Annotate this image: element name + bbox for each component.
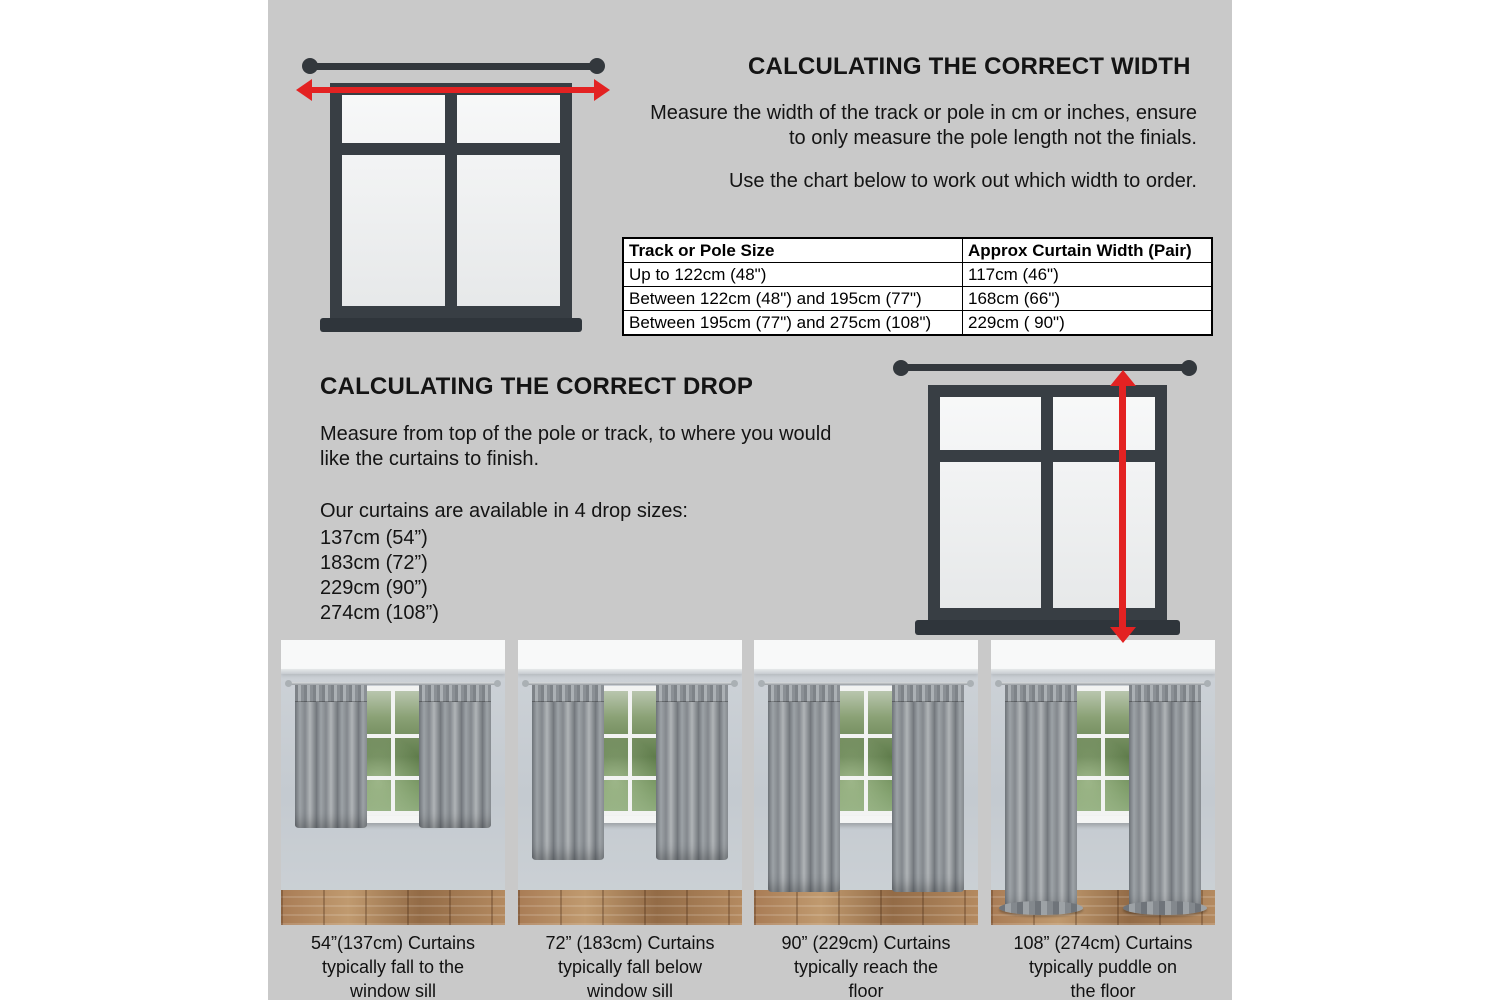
drop-instructions <box>320 422 831 472</box>
width-instructions-line1: Measure the width of the track or pole in cm or inches, ensure <box>650 102 1197 124</box>
curtain-panel-left <box>295 685 367 828</box>
table-cell: Between 195cm (77") and 275cm (108") <box>623 311 963 336</box>
pole-diagram-bar <box>308 63 598 70</box>
window-mullion <box>1041 397 1053 608</box>
window-transom <box>342 143 560 155</box>
table-row <box>623 287 1212 311</box>
curtain-example-photo-108in <box>991 640 1215 925</box>
pole-finial-right-icon <box>1181 360 1197 376</box>
table-cell: 229cm ( 90") <box>963 311 1213 336</box>
window-sill-diagram <box>320 318 582 332</box>
photo-caption-108in <box>983 931 1223 1000</box>
table-header-curtain-width: Approx Curtain Width (Pair) <box>963 238 1213 263</box>
table-cell: 168cm (66") <box>963 287 1213 311</box>
photo-window-bar <box>628 686 632 816</box>
drop-sizes-list <box>320 526 439 626</box>
window-diagram-drop <box>928 385 1167 620</box>
photo-window-bar <box>864 686 868 816</box>
photo-floor <box>518 890 742 925</box>
photo-cornice <box>991 669 1215 674</box>
table-cell: Between 122cm (48") and 195cm (77") <box>623 287 963 311</box>
caption-line: floor <box>848 981 884 1000</box>
curtain-panel-right <box>419 685 491 828</box>
chart-note: Use the chart below to work out which width to order. <box>728 170 1197 192</box>
caption-line: window sill <box>586 981 674 1000</box>
photo-window-bar <box>391 686 395 816</box>
pole-finial-left-icon <box>302 58 318 74</box>
table-row <box>623 263 1212 287</box>
caption-line: typically fall to the <box>321 957 465 977</box>
drop-arrowhead-down-icon <box>1110 627 1136 643</box>
caption-line: typically fall below <box>557 957 703 977</box>
drop-size-item: 137cm (54”) <box>320 527 428 549</box>
caption-line: the floor <box>1070 981 1136 1000</box>
drop-size-item: 274cm (108”) <box>320 602 439 624</box>
photo-floor <box>281 890 505 925</box>
caption-line: 54”(137cm) Curtains <box>310 933 476 953</box>
window-diagram-width <box>330 83 572 318</box>
caption-line: window sill <box>349 981 437 1000</box>
drop-measure-arrow <box>1119 384 1126 628</box>
photo-ceiling <box>991 640 1215 669</box>
pole-diagram-bar <box>899 364 1191 371</box>
drop-section-title: CALCULATING THE CORRECT DROP <box>320 373 754 400</box>
drop-instructions-line1: Measure from top of the pole or track, to where you would <box>320 423 832 445</box>
window-mullion <box>445 95 457 306</box>
curtain-panel-right <box>656 685 728 860</box>
photo-window-bar <box>1101 686 1105 816</box>
width-section-title: CALCULATING THE CORRECT WIDTH <box>748 53 1191 80</box>
pole-finial-left-icon <box>893 360 909 376</box>
curtain-panel-right <box>892 685 964 892</box>
photo-ceiling <box>754 640 978 669</box>
photo-floor <box>754 890 978 925</box>
table-cell: Up to 122cm (48") <box>623 263 963 287</box>
caption-line: 90” (229cm) Curtains <box>781 933 951 953</box>
curtain-panel-right <box>1129 685 1201 910</box>
width-measure-arrow <box>310 87 596 93</box>
photo-caption-90in <box>746 931 986 1000</box>
drop-size-item: 183cm (72”) <box>320 552 428 574</box>
curtain-panel-left <box>532 685 604 860</box>
table-header-row <box>623 238 1212 263</box>
pole-finial-right-icon <box>589 58 605 74</box>
curtain-example-photo-54in <box>281 640 505 925</box>
drop-instructions-line2: like the curtains to finish. <box>320 448 539 470</box>
curtain-example-photo-90in <box>754 640 978 925</box>
curtain-example-photo-72in <box>518 640 742 925</box>
drop-size-item: 229cm (90”) <box>320 577 428 599</box>
photo-cornice <box>281 669 505 674</box>
width-instructions <box>650 101 1197 151</box>
photo-ceiling <box>518 640 742 669</box>
photo-cornice <box>754 669 978 674</box>
size-chart-table <box>622 237 1213 336</box>
caption-line: 108” (274cm) Curtains <box>1013 933 1193 953</box>
photo-cornice <box>518 669 742 674</box>
window-sill-diagram <box>915 620 1180 635</box>
caption-line: typically reach the <box>793 957 939 977</box>
width-instructions-line2: to only measure the pole length not the finials. <box>788 127 1197 149</box>
table-cell: 117cm (46") <box>963 263 1213 287</box>
drop-sizes-intro: Our curtains are available in 4 drop sizes: <box>320 500 688 522</box>
curtain-panel-left <box>1005 685 1077 910</box>
photo-caption-54in <box>273 931 513 1000</box>
curtain-panel-left <box>768 685 840 892</box>
table-row <box>623 311 1212 336</box>
caption-line: typically puddle on <box>1028 957 1178 977</box>
table-header-pole-size: Track or Pole Size <box>623 238 963 263</box>
width-arrowhead-right-icon <box>594 79 610 101</box>
photo-caption-72in <box>510 931 750 1000</box>
caption-line: 72” (183cm) Curtains <box>545 933 715 953</box>
photo-ceiling <box>281 640 505 669</box>
